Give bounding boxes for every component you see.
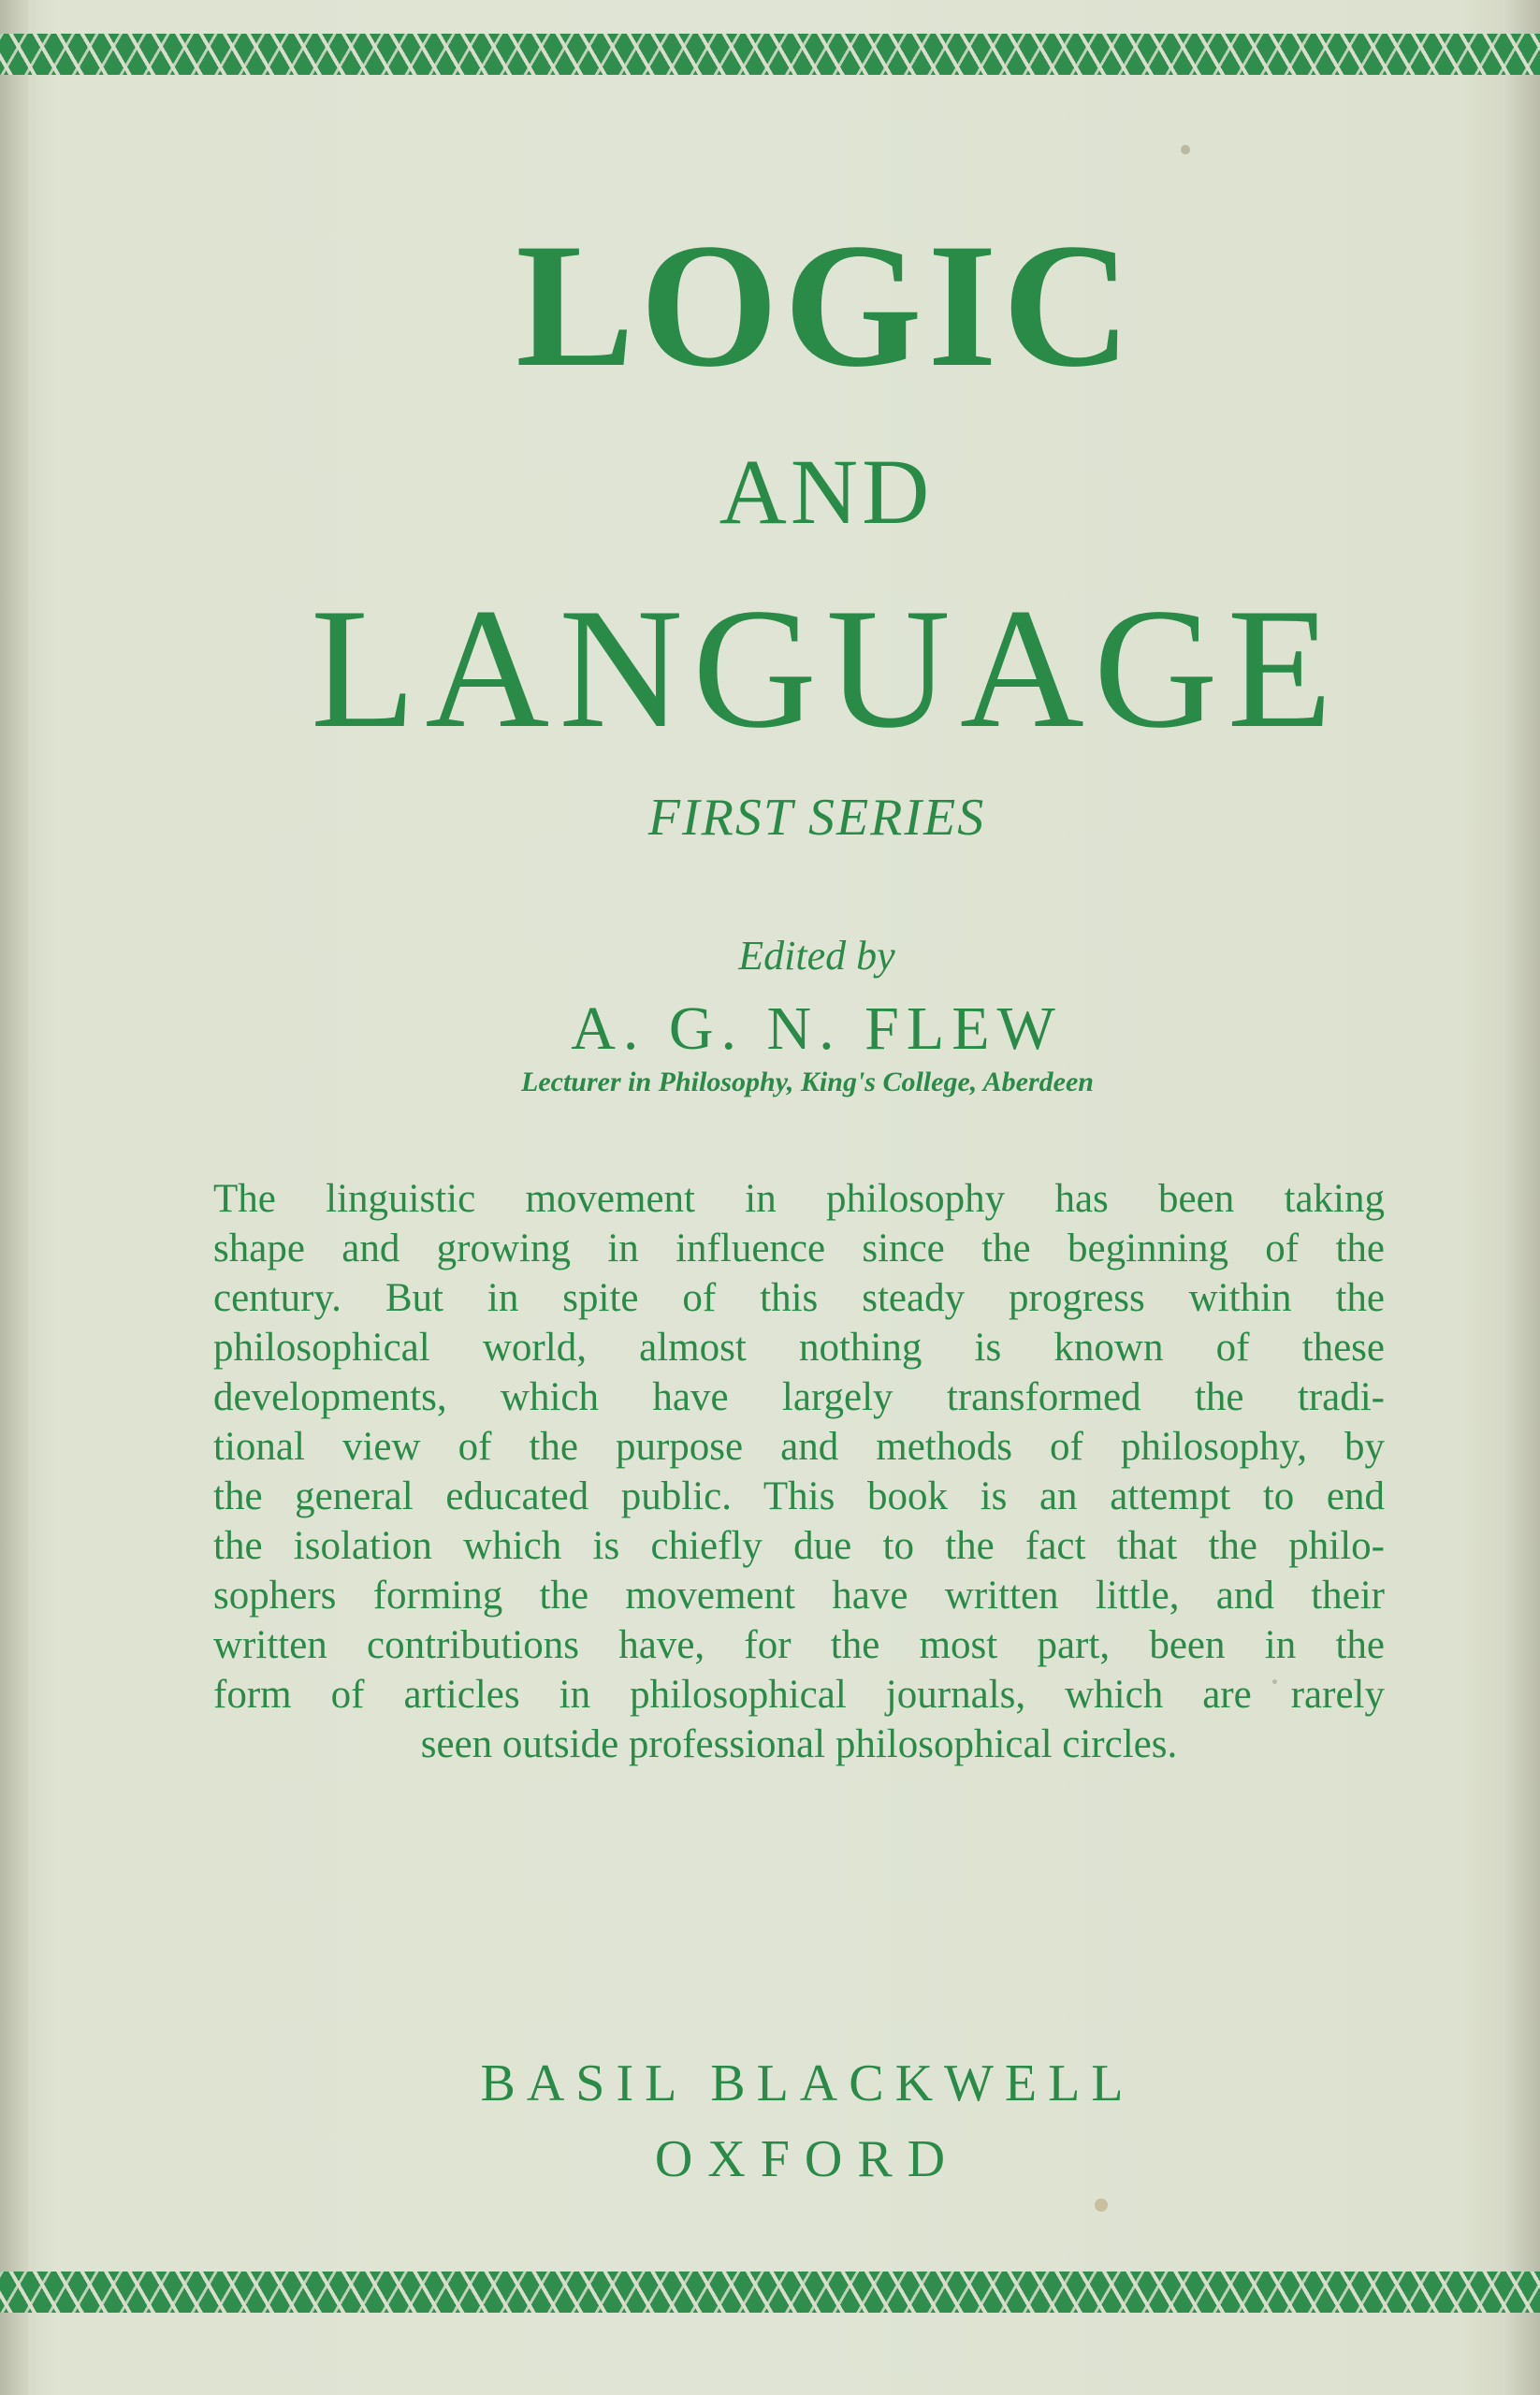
blurb-line: the general educated public. This book is an attempt to end bbox=[213, 1474, 1385, 1518]
title-line-logic: LOGIC bbox=[516, 208, 1137, 404]
blurb-paragraph bbox=[213, 1174, 1385, 1769]
blurb-line: seen outside professional philosophical circles. bbox=[420, 1722, 1178, 1766]
title-line-language: LANGUAGE bbox=[310, 573, 1343, 763]
editor-name: A. G. N. FLEW bbox=[571, 994, 1063, 1063]
paper-spot bbox=[1181, 145, 1190, 154]
title-line-and: AND bbox=[719, 440, 934, 544]
blurb-line: developments, which have largely transformed the tradi- bbox=[213, 1375, 1385, 1419]
paper-spot bbox=[1095, 2199, 1108, 2212]
editor-role: Lecturer in Philosophy, King's College, Aberdeen bbox=[521, 1067, 1094, 1097]
blurb-line: the isolation which is chiefly due to the fact that the philo- bbox=[213, 1524, 1385, 1568]
series-label: FIRST SERIES bbox=[647, 789, 986, 847]
left-edge bbox=[0, 0, 28, 2395]
blurb-line: century. But in spite of this steady progress within the bbox=[213, 1276, 1385, 1320]
publisher-name: BASIL BLACKWELL bbox=[480, 2054, 1135, 2112]
top-decorative-border bbox=[0, 34, 1540, 75]
blurb-line: tional view of the purpose and methods of philosophy, by bbox=[213, 1425, 1385, 1469]
blurb-line: written contributions have, for the most part, been in the bbox=[213, 1623, 1385, 1667]
blurb-line: shape and growing in influence since the beginning of the bbox=[213, 1227, 1385, 1270]
edited-by-label: Edited by bbox=[738, 933, 895, 979]
blurb-line: sophers forming the movement have written little, and their bbox=[213, 1574, 1385, 1618]
bottom-decorative-border bbox=[0, 2272, 1540, 2313]
publisher-place: OXFORD bbox=[654, 2130, 961, 2188]
blurb-line: form of articles in philosophical journals, which are rarely bbox=[213, 1673, 1385, 1717]
paper-spot bbox=[1272, 1679, 1277, 1684]
blurb-line: philosophical world, almost nothing is known of these bbox=[213, 1326, 1385, 1370]
blurb-line: The linguistic movement in philosophy has been taking bbox=[213, 1177, 1385, 1221]
